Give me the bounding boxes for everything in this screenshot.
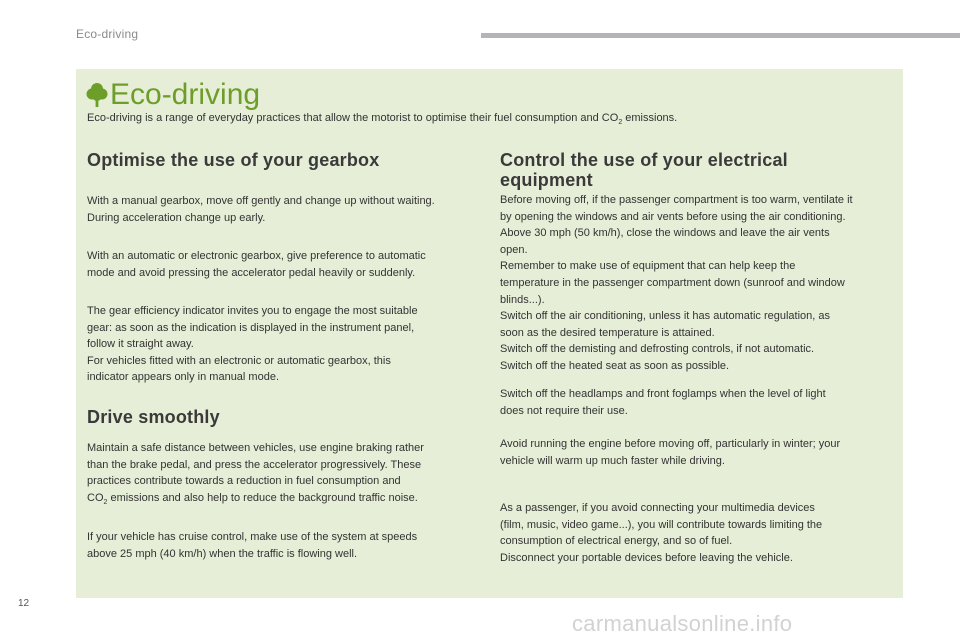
gearbox-paragraph-manual: With a manual gearbox, move off gently and change up without waiting. During acceleration change up early. — [87, 195, 435, 224]
electrical-paragraph-headlamps: Switch off the headlamps and front foglamps when the level of light does not require their use. — [500, 388, 826, 417]
page-number: 12 — [18, 598, 30, 609]
gearbox-heading-block — [87, 150, 483, 170]
title-row — [86, 78, 260, 112]
page-title: Eco-driving — [110, 78, 261, 111]
gearbox-heading: Optimise the use of your gearbox — [87, 150, 380, 170]
drive-smoothly-heading: Drive smoothly — [87, 407, 220, 427]
drive-smoothly-paragraph-distance: Maintain a safe distance between vehicles, use engine braking rather than the brake pedal, and press the accelerator progressively. These practices contribute towards a reduction in fuel consumption and $CO_2$ emissions and also help to reduce the background traffic noise. — [87, 442, 424, 506]
running-head: Eco-driving — [76, 27, 139, 41]
gearbox-paragraph-indicator: The gear efficiency indicator invites you to engage the most suitable gear: as soon as the indication is displayed in the instrument panel, follow it straight away. For vehicles fitted with an electronic or automatic gearbox, this indicator appears only in manual mode. — [87, 305, 418, 384]
drive-smoothly-paragraph-cruise: If your vehicle has cruise control, make use of the system at speeds above 25 mph (40 km/h) when the traffic is flowing well. — [87, 531, 418, 560]
watermark-link[interactable]: carmanualsonline.info — [572, 611, 793, 636]
gearbox-paragraph-automatic: With an automatic or electronic gearbox, give preference to automatic mode and avoid pressing the accelerator pedal heavily or suddenly. — [87, 250, 426, 279]
electrical-paragraph-ventilation: Before moving off, if the passenger compartment is too warm, ventilate it by opening the windows and air vents before using the air conditioning. Above 30 mph (50 km/h), close the windows and leave the air vents open. Remember to make use of equipment that can help keep the temperature in the passenger compartment down (sunroof and window blinds...). Switch off the air conditioning, unless it has automatic regulation, as soon as the desired temperature is attained. Switch off the demisting and defrosting controls, if not automatic. Switch off the heated seat as soon as possible. — [500, 194, 853, 372]
intro-text: Eco-driving is a range of everyday practices that allow the motorist to optimise their fuel consumption and $CO_2$ emissions. — [87, 112, 678, 127]
electrical-paragraph-passenger: As a passenger, if you avoid connecting your multimedia devices (film, music, video game...), you will contribute towards limiting the consumption of electrical energy, and so of fuel. Disconnect your portable devices before leaving the vehicle. — [500, 502, 823, 564]
electrical-heading: Control the use of your electrical equipment — [500, 150, 788, 190]
electrical-paragraph-engine: Avoid running the engine before moving off, particularly in winter; your vehicle will warm up much faster while driving. — [500, 438, 841, 467]
header-bar — [481, 33, 960, 38]
tree-icon — [86, 82, 108, 108]
